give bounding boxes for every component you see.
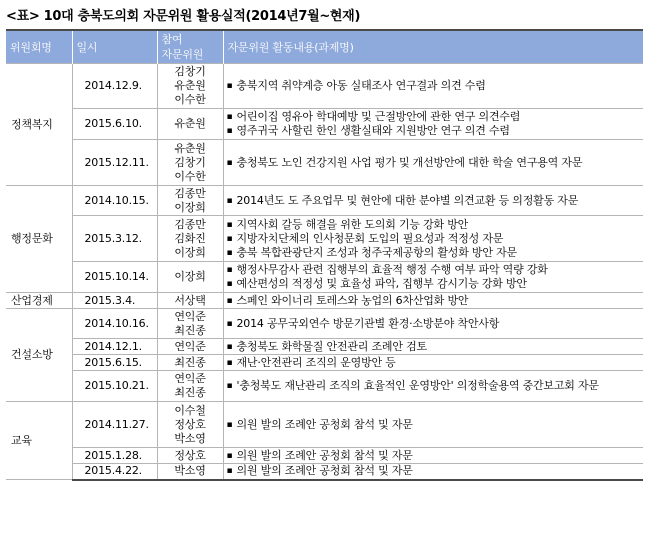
table-row (6, 109, 643, 140)
activity-item (227, 449, 640, 463)
activity-date: 2015.1.28. (72, 448, 157, 464)
advisor-name: 최진종 (174, 386, 206, 399)
table-row (6, 64, 643, 109)
activity-item-text: 의원 발의 조례안 공청회 참석 및 자문 (236, 448, 413, 462)
activity-item-text: 지역사회 갈등 해결을 위한 도의회 기능 강화 방안 (236, 217, 469, 231)
advisor-members (157, 216, 223, 262)
advisor-name: 유춘원 (174, 141, 206, 155)
advisor-name: 유춘원 (174, 117, 206, 130)
advisor-members (157, 186, 223, 216)
bullet-icon: ▪ (226, 450, 233, 461)
bullet-icon: ▪ (226, 466, 233, 477)
table-row (6, 309, 643, 339)
activity-date: 2014.10.16. (72, 309, 157, 339)
activity-date: 2014.12.9. (72, 64, 157, 109)
advisor-name: 이장희 (174, 200, 206, 214)
activity-item (227, 110, 640, 124)
activity-item-text: 지방자치단체의 인사청문회 도입의 필요성과 적정성 자문 (236, 231, 504, 245)
table-row (6, 216, 643, 262)
advisor-members (157, 402, 223, 448)
advisor-name: 박소영 (174, 464, 206, 478)
activity-item (227, 294, 640, 308)
activity-item (227, 317, 640, 331)
table-row (6, 402, 643, 448)
advisor-members (157, 355, 223, 371)
bullet-icon: ▪ (226, 357, 233, 368)
bullet-icon: ▪ (226, 341, 233, 352)
committee-name: 정책복지 (6, 64, 72, 186)
table-row (6, 293, 643, 309)
advisor-name: 서상택 (174, 293, 206, 307)
bullet-icon: ▪ (226, 419, 233, 430)
bullet-icon: ▪ (226, 295, 233, 306)
activity-date: 2015.3.12. (72, 216, 157, 262)
activity-date: 2015.3.4. (72, 293, 157, 309)
activity-content (223, 140, 643, 186)
activity-item (227, 232, 640, 246)
activity-item-text: 어린이집 영유아 학대예방 및 근절방안에 관한 연구 의견수렴 (236, 110, 521, 123)
activity-item (227, 277, 640, 291)
bullet-icon: ▪ (226, 126, 233, 136)
activity-item (227, 156, 640, 170)
advisor-members (157, 140, 223, 186)
advisor-members (157, 309, 223, 339)
advisor-name: 김종만 (174, 186, 206, 200)
activity-date: 2014.10.15. (72, 186, 157, 216)
advisor-name: 박소영 (174, 431, 206, 445)
activity-content (223, 262, 643, 293)
activity-content (223, 402, 643, 448)
activity-item (227, 194, 640, 208)
bullet-icon: ▪ (226, 265, 233, 275)
advisor-members (157, 464, 223, 480)
activity-date: 2014.11.27. (72, 402, 157, 448)
activity-date: 2015.4.22. (72, 464, 157, 480)
activity-content (223, 464, 643, 480)
table-row (6, 339, 643, 355)
activity-content (223, 186, 643, 216)
table-body (6, 64, 643, 480)
activity-item-text: 충북 복합관광단지 조성과 청주국제공항의 활성화 방안 자문 (236, 245, 517, 259)
activity-item-text: 충청북도 화학물질 안전관리 조례안 검토 (236, 339, 427, 353)
activity-item (227, 340, 640, 354)
advisor-name: 이장희 (174, 245, 206, 259)
activity-item (227, 464, 640, 478)
advisor-name: 김종만 (174, 217, 206, 231)
activity-item-text: 행정사무감사 관련 집행부의 효율적 행정 수행 여부 파악 역량 강화 (236, 263, 548, 276)
advisor-members (157, 64, 223, 109)
activity-item-text: 예산편성의 적정성 및 효율성 파악, 집행부 감시기능 강화 방안 (236, 277, 527, 290)
advisor-members (157, 371, 223, 402)
activity-item-text: 2014년도 도 주요업무 및 현안에 대한 분야별 의견교환 등 의정활동 자문 (236, 193, 579, 207)
activity-item (227, 418, 640, 432)
advisor-members (157, 293, 223, 309)
advisor-name: 이장희 (174, 270, 206, 283)
committee-name: 산업경제 (6, 293, 72, 309)
table-row (6, 262, 643, 293)
advisor-name: 김화진 (174, 231, 206, 245)
table-row (6, 371, 643, 402)
activity-item (227, 218, 640, 232)
bullet-icon: ▪ (226, 157, 233, 168)
committee-name: 행정문화 (6, 186, 72, 293)
activity-item (227, 379, 640, 393)
advisor-name: 연익준 (174, 339, 206, 353)
bullet-icon: ▪ (226, 279, 233, 289)
advisory-activity-table (6, 29, 643, 481)
advisor-name: 이수한 (174, 169, 206, 183)
activity-item-text: 스페인 와이너리 토레스와 농업의 6차산업화 방안 (236, 293, 469, 307)
advisor-name: 김창기 (174, 65, 206, 78)
advisor-name: 김창기 (174, 155, 206, 169)
bullet-icon: ▪ (226, 81, 233, 91)
activity-item-text: 충청북도 노인 건강지원 사업 평가 및 개선방안에 대한 학술 연구용역 자문 (236, 155, 583, 169)
activity-item-text: 재난·안전관리 조직의 운영방안 등 (236, 355, 396, 369)
activity-item-text: 충북지역 취약계층 아동 실태조사 연구결과 의견 수렴 (236, 79, 486, 92)
advisor-name: 유춘원 (174, 79, 206, 92)
activity-item (227, 246, 640, 260)
table-row (6, 186, 643, 216)
activity-item-text: 의원 발의 조례안 공청회 참석 및 자문 (236, 417, 413, 431)
activity-date: 2015.12.11. (72, 140, 157, 186)
activity-date: 2014.12.1. (72, 339, 157, 355)
advisor-name: 이수철 (174, 403, 206, 417)
activity-item (227, 79, 640, 93)
activity-date: 2015.10.21. (72, 371, 157, 402)
bullet-icon: ▪ (226, 233, 233, 244)
bullet-icon: ▪ (226, 195, 233, 206)
activity-date: 2015.10.14. (72, 262, 157, 293)
advisor-members (157, 262, 223, 293)
bullet-icon: ▪ (226, 318, 233, 329)
advisor-name: 최진종 (174, 323, 206, 337)
activity-item-text: 영주귀국 사할린 한인 생활실태와 지원방안 연구 의견 수렴 (236, 124, 510, 137)
activity-date: 2015.6.10. (72, 109, 157, 140)
advisor-name: 정상호 (174, 448, 206, 462)
activity-content (223, 216, 643, 262)
activity-content (223, 64, 643, 109)
advisor-name: 연익준 (174, 372, 206, 385)
activity-item (227, 124, 640, 138)
committee-name: 건설소방 (6, 309, 72, 402)
table-caption: <표> 10대 충북도의회 자문위원 활용실적(2014년7월~현재) (6, 9, 361, 24)
header-row (6, 30, 643, 64)
advisor-name: 정상호 (174, 417, 206, 431)
bullet-icon: ▪ (226, 381, 233, 391)
advisor-name: 이수한 (174, 93, 206, 106)
activity-content (223, 371, 643, 402)
header-date: 일시 (72, 30, 157, 64)
header-members-line2: 자문위원 (161, 48, 204, 61)
activity-item-text: '충청북도 재난관리 조직의 효율적인 운영방안' 의정학술용역 중간보고회 자문 (236, 379, 599, 392)
activity-content (223, 355, 643, 371)
committee-name: 교육 (6, 402, 72, 480)
table-row (6, 355, 643, 371)
activity-date: 2015.6.15. (72, 355, 157, 371)
table-row (6, 464, 643, 480)
activity-item (227, 356, 640, 370)
header-content: 자문위원 활동내용(과제명) (223, 30, 643, 64)
activity-content (223, 109, 643, 140)
header-committee: 위원회명 (6, 30, 72, 64)
activity-item (227, 263, 640, 277)
table-row (6, 140, 643, 186)
advisor-members (157, 109, 223, 140)
advisor-name: 최진종 (174, 355, 206, 369)
advisor-members (157, 448, 223, 464)
activity-content (223, 293, 643, 309)
header-members (157, 30, 223, 64)
activity-content (223, 309, 643, 339)
bullet-icon: ▪ (226, 247, 233, 258)
table-row (6, 448, 643, 464)
activity-item-text: 의원 발의 조례안 공청회 참석 및 자문 (236, 464, 413, 478)
bullet-icon: ▪ (226, 112, 233, 122)
activity-item-text: 2014 공무국외연수 방문기관별 환경·소방분야 착안사항 (236, 316, 500, 330)
header-members-line1: 참여 (161, 33, 183, 46)
advisor-name: 연익준 (174, 309, 206, 323)
activity-content (223, 448, 643, 464)
activity-content (223, 339, 643, 355)
bullet-icon: ▪ (226, 219, 233, 230)
advisor-members (157, 339, 223, 355)
